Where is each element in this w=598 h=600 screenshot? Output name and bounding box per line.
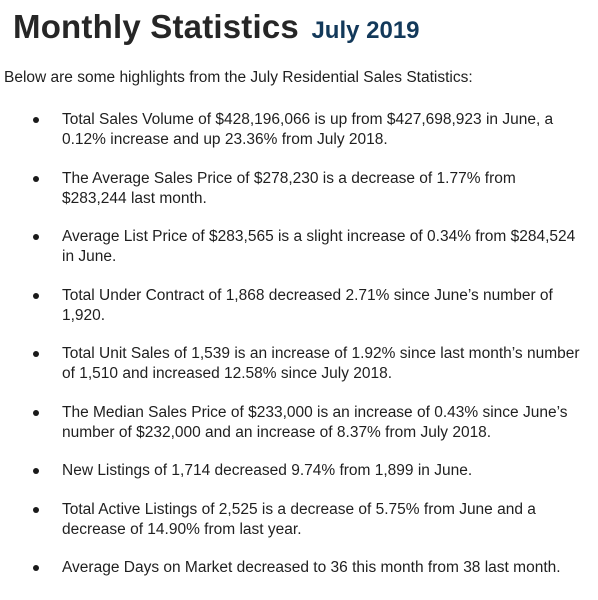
list-item-text: Average Days on Market decreased to 36 this month from 38 last month. [62,559,561,576]
list-item [0,286,598,326]
list-item-text: Average List Price of $283,565 is a slight increase of 0.34% from $284,524 in June. [62,228,576,265]
list-item-text: Total Unit Sales of 1,539 is an increase of 1.92% since last month’s number of 1,510 and increased 12.58% since July 2018. [62,345,580,382]
title-text: Monthly Statistics [13,8,299,45]
bullet-icon [33,507,39,513]
intro-text: Below are some highlights from the July Residential Sales Statistics: [4,69,473,86]
bullet-icon [33,410,39,416]
bullet-icon [33,293,39,299]
list-item-text: Total Sales Volume of $428,196,066 is up from $427,698,923 in June, a 0.12% increase and up 23.36% from July 2018. [62,111,554,148]
highlights-list [0,110,598,597]
list-item-text: New Listings of 1,714 decreased 9.74% from 1,899 in June. [62,462,473,479]
list-item [0,403,598,443]
bullet-icon [33,468,39,474]
list-item-text: The Average Sales Price of $278,230 is a decrease of 1.77% from $283,244 last month. [62,169,516,207]
list-item [0,344,598,384]
list-item [0,227,598,267]
list-item-text: Total Under Contract of 1,868 decreased 2.71% since June’s number of 1,920. [62,286,553,324]
bullet-icon [33,351,39,357]
list-item-text: Total Active Listings of 2,525 is a decrease of 5.75% from June and a decrease of 14.90% from last year. [62,500,536,538]
bullet-icon [33,565,39,571]
bullet-icon [33,176,39,182]
list-item [0,558,598,578]
list-item [0,110,598,150]
cropped-heading-fragment [14,0,454,2]
list-item [0,169,598,209]
list-item-text: The Median Sales Price of $233,000 is an increase of 0.43% since June’s number of $232,000 and an increase of 8.37% from July 2018. [62,403,568,441]
bullet-icon [33,117,39,123]
bullet-icon [33,234,39,240]
page-title [13,8,420,46]
list-item [0,461,598,481]
title-date: July 2019 [311,17,420,44]
list-item [0,500,598,540]
